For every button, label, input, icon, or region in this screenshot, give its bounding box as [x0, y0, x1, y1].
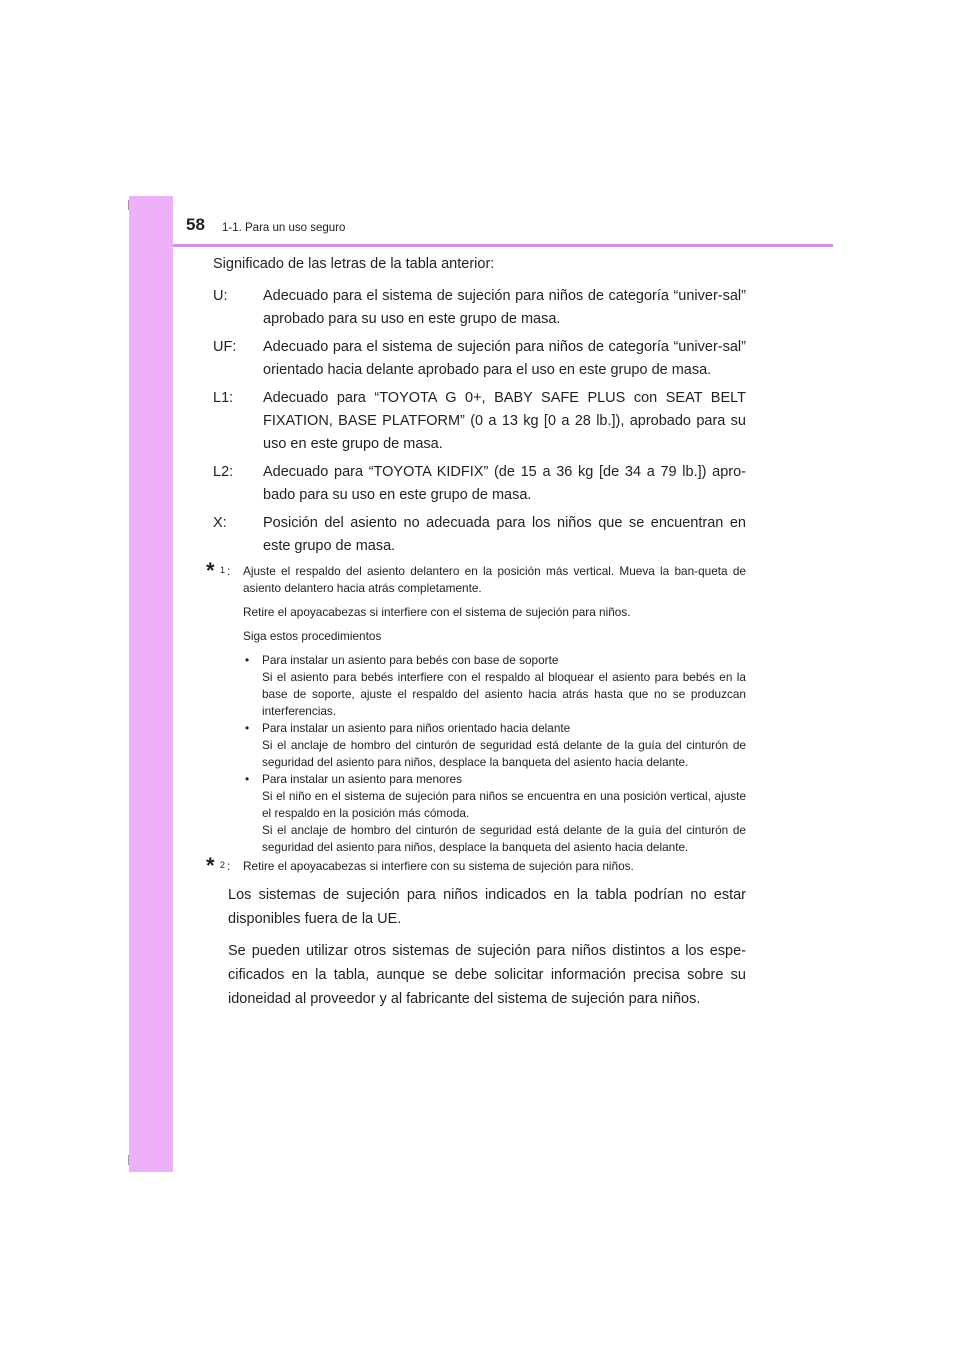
legend-intro: Significado de las letras de la tabla anterior: — [213, 256, 495, 272]
footnote-text: Retire el apoyacabezas si interfiere con su sistema de sujeción para niños. — [243, 859, 634, 873]
legend-text: Adecuado para el sistema de sujeción para niños de categoría “univer-sal” aprobado para su uso en este grupo de masa. — [263, 288, 746, 327]
crop-mark — [128, 1155, 129, 1165]
bullet: • — [245, 653, 250, 667]
list-item-text: Si el niño en el sistema de sujeción para niños se encuentra en una posición vertical, ajuste el respaldo en la posición más cómoda. — [262, 789, 746, 820]
legend-text: Posición del asiento no adecuada para los niños que se encuentran en este grupo de masa. — [263, 515, 746, 554]
list-item-text: Si el anclaje de hombro del cinturón de seguridad está delante de la guía del cinturón de seguridad del asiento para niños, desplace la banqueta del asiento hacia delante. — [262, 823, 746, 854]
bullet: • — [245, 721, 250, 735]
page-content — [206, 253, 746, 1011]
list-item-text: Si el asiento para bebés interfiere con el respaldo al bloquear el asiento para bebés en la base de soporte, ajuste el respaldo del asiento hacia atrás hasta que no se produzcan interferencias. — [262, 670, 746, 718]
footnote-2 — [206, 853, 746, 878]
list-item-title: Para instalar un asiento para niños orientado hacia delante — [262, 721, 571, 735]
footnote-number: 2 — [220, 860, 226, 870]
footnote-colon: : — [227, 859, 231, 873]
legend-item-u — [213, 285, 746, 331]
list-item — [243, 771, 746, 856]
list-item — [243, 720, 746, 771]
legend-text: Adecuado para “TOYOTA KIDFIX” (de 15 a 36 kg [de 34 a 79 lb.]) apro-bado para su uso en este grupo de masa. — [263, 464, 746, 503]
legend-item-x — [213, 512, 746, 558]
legend-item-l1 — [213, 387, 746, 456]
bullet: • — [245, 772, 250, 786]
legend-text: Adecuado para “TOYOTA G 0+, BABY SAFE PLUS con SEAT BELT FIXATION, BASE PLATFORM” (0 a 13 kg [0 a 28 lb.]), aprobado para su uso en este grupo de masa. — [263, 390, 746, 452]
header-rule — [173, 244, 833, 247]
footnote-number: 1 — [220, 565, 226, 575]
legend-key: L1: — [213, 390, 234, 406]
section-title: 1-1. Para un uso seguro — [222, 222, 346, 234]
list-item-title: Para instalar un asiento para bebés con base de soporte — [262, 653, 559, 667]
page-number: 58 — [186, 215, 205, 234]
legend-key: X: — [213, 515, 227, 531]
legend-key: L2: — [213, 464, 234, 480]
footnote-colon: : — [227, 564, 231, 578]
footnote-star: * — [206, 558, 215, 583]
procedure-list — [243, 652, 746, 856]
crop-mark — [128, 200, 129, 210]
list-item-text: Si el anclaje de hombro del cinturón de seguridad está delante de la guía del cinturón de seguridad del asiento para niños, desplace la banqueta del asiento hacia delante. — [262, 738, 746, 769]
footnote-1 — [206, 558, 746, 856]
footnote-star: * — [206, 853, 215, 878]
footnote-paragraph: Siga estos procedimientos — [243, 629, 382, 643]
body-paragraph: Se pueden utilizar otros sistemas de sujeción para niños distintos a los espe-cificados en la tabla, aunque se debe solicitar información precisa sobre su idoneidad al proveedor y al fabricante del sistema de sujeción para niños. — [228, 943, 746, 1007]
side-tab-band — [129, 196, 173, 1172]
body-paragraph: Los sistemas de sujeción para niños indicados en la tabla podrían no estar disponibles fuera de la UE. — [228, 887, 746, 927]
legend-key: UF: — [213, 339, 237, 355]
footnote-paragraph: Retire el apoyacabezas si interfiere con el sistema de sujeción para niños. — [243, 605, 631, 619]
list-item — [243, 652, 746, 720]
legend-key: U: — [213, 288, 228, 304]
legend-text: Adecuado para el sistema de sujeción para niños de categoría “univer-sal” orientado hacia delante aprobado para el uso en este grupo de masa. — [263, 339, 746, 378]
footnote-text: Ajuste el respaldo del asiento delantero en la posición más vertical. Mueva la ban-queta de asiento delantero hacia atrás completamente. — [243, 564, 746, 595]
list-item-title: Para instalar un asiento para menores — [262, 772, 463, 786]
legend-item-l2 — [213, 461, 746, 507]
legend-item-uf — [213, 336, 746, 382]
